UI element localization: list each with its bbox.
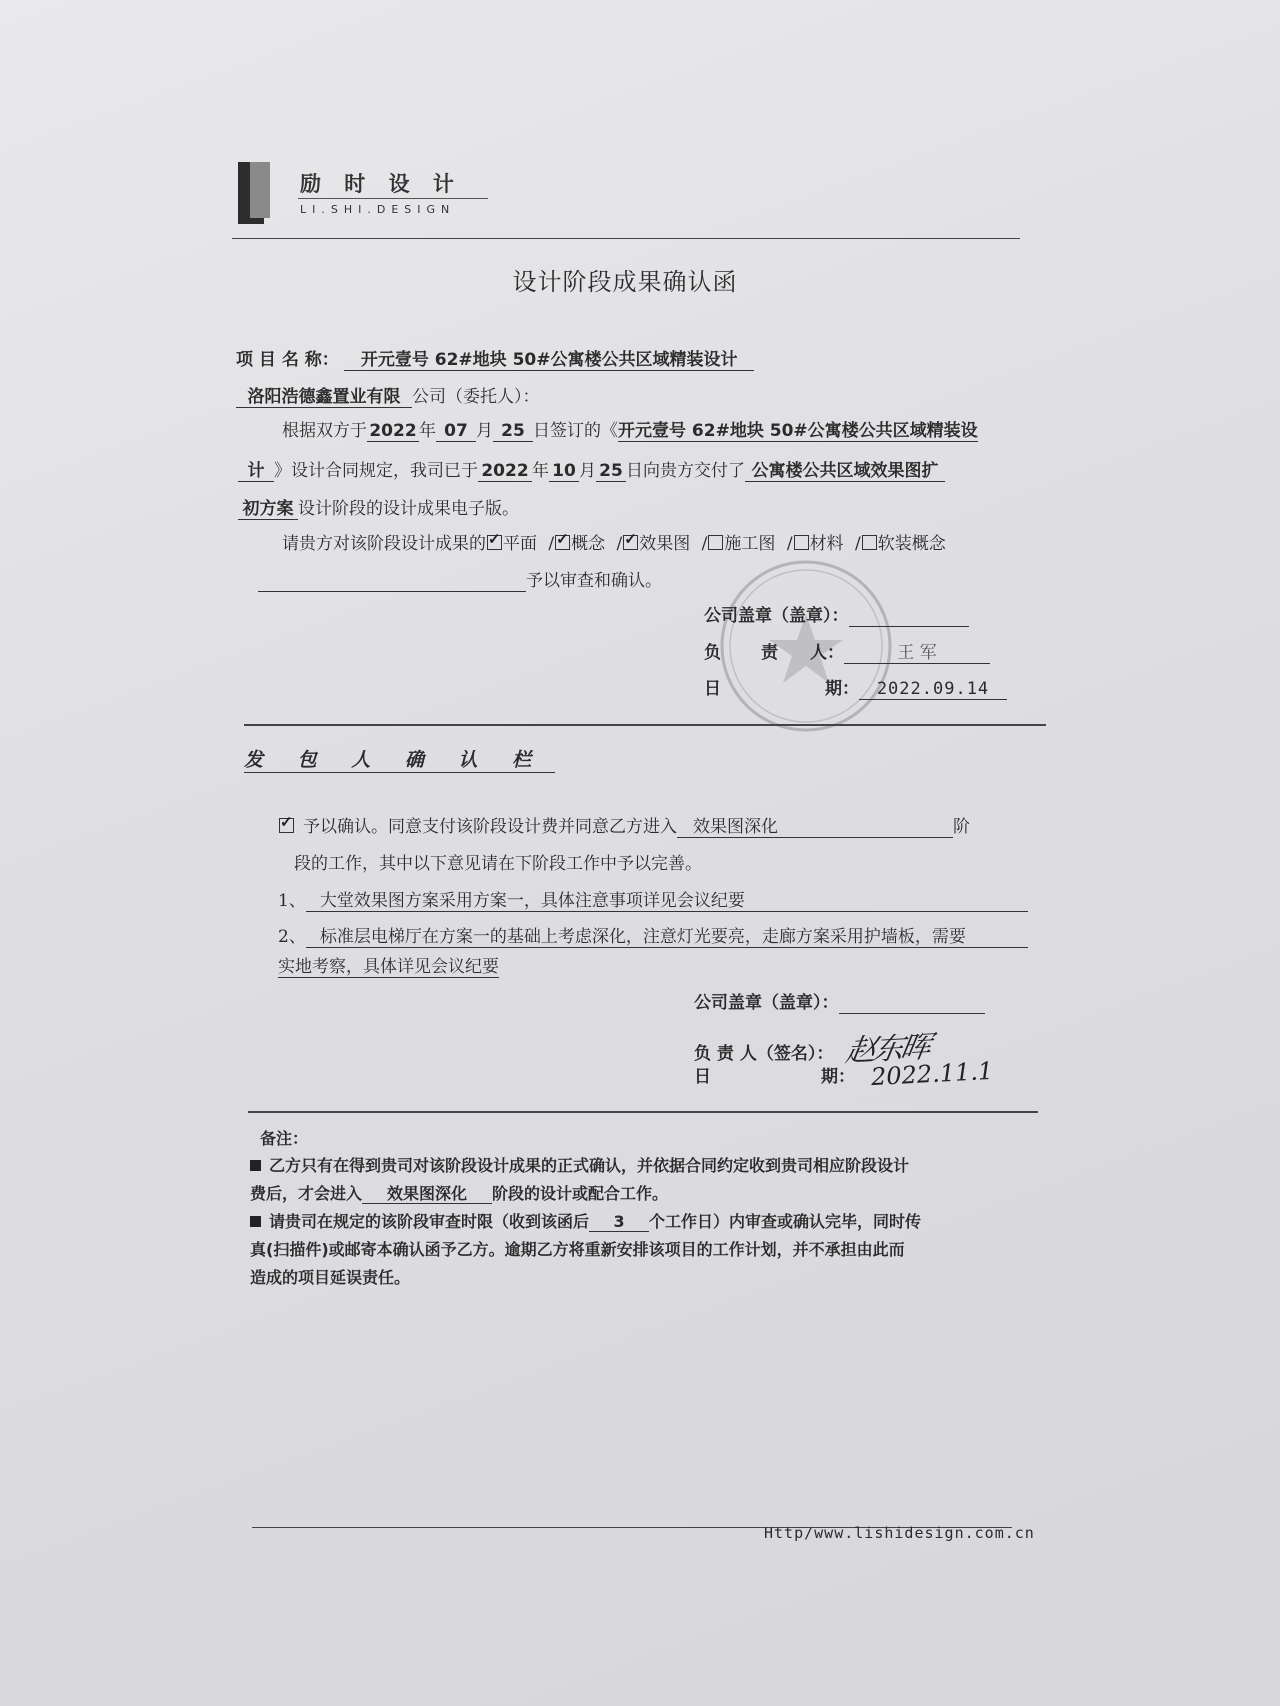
confirm-row (278, 812, 970, 838)
client-seal-row (694, 988, 985, 1014)
project-name: 开元壹号 62#地块 50#公寓楼公共区域精装设计 (344, 351, 754, 371)
review-option-checkbox[interactable] (862, 535, 877, 550)
text: 请贵方对该阶段设计成果的 (282, 534, 486, 554)
designer-date: 2022.09.14 (859, 680, 1007, 700)
option-separator: / (543, 534, 555, 554)
client-date-row (694, 1056, 994, 1092)
text: 》设计合同规定，我司已于 (274, 461, 478, 481)
review-row-2 (258, 566, 662, 592)
text: 阶 (953, 817, 970, 837)
client-section-heading: 发 包 人 确 认 栏 (244, 745, 555, 773)
client-signature: 赵东晖 (843, 1029, 931, 1070)
text: 阶段的设计或配合工作。 (492, 1184, 669, 1203)
text: 日 (694, 1067, 711, 1087)
logo-mark-foot (238, 218, 264, 224)
opinion-2-text: 标准层电梯厅在方案一的基础上考虑深化，注意灯光要亮，走廊方案采用护墙板，需要 (306, 928, 1028, 948)
review-option[interactable] (486, 534, 537, 554)
review-option[interactable] (793, 534, 844, 554)
text: 设计阶段的设计成果电子版。 (298, 499, 519, 519)
text: 负 (704, 643, 721, 663)
text: 2、 (278, 927, 306, 947)
client-row (236, 382, 540, 408)
review-option[interactable] (622, 534, 690, 554)
body-line-3 (238, 494, 519, 520)
client-date: 2022.11.1 (870, 1056, 994, 1092)
client-suffix: 公司（委托人）： (412, 387, 540, 407)
logo-mark (238, 162, 250, 224)
sign-month: 07 (436, 422, 476, 442)
text: 月 (476, 421, 493, 441)
text: 予以审查和确认。 (526, 571, 662, 591)
project-label: 项 目 名 称： (236, 350, 339, 370)
review-option-label: 软装概念 (877, 534, 946, 554)
contract-name-2: 计 (238, 462, 274, 482)
note-stage: 效果图深化 (362, 1185, 492, 1204)
option-separator: / (849, 534, 861, 554)
review-option[interactable] (554, 534, 605, 554)
text: 费后，才会进入 (250, 1184, 363, 1203)
text: 造成的项目延误责任。 (250, 1268, 411, 1287)
bullet-square (250, 1160, 261, 1171)
review-option-checkbox[interactable] (487, 535, 502, 550)
review-option-checkbox[interactable] (794, 535, 809, 550)
sign-day: 25 (493, 422, 533, 442)
text: 年 (532, 461, 549, 481)
designer-seal-blank (849, 607, 969, 627)
review-option[interactable] (861, 534, 946, 554)
review-option-label: 材料 (809, 534, 844, 554)
text: 日向贵方交付了 (626, 461, 745, 481)
opinion-2-cont (278, 957, 499, 978)
client-seal-blank (839, 994, 985, 1014)
notes-title: 备注： (260, 1129, 309, 1148)
footer-url[interactable]: Http/www.lishidesign.com.cn (764, 1524, 1035, 1542)
section-rule (244, 724, 1046, 726)
text: 个工作日）内审查或确认完毕，同时传 (649, 1212, 922, 1231)
note-days: 3 (589, 1213, 649, 1232)
opinion-1-text: 大堂效果图方案采用方案一，具体注意事项详见会议纪要 (306, 892, 1028, 912)
designer-seal-label: 公司盖章（盖章）： (704, 606, 849, 626)
client-seal-label: 公司盖章（盖章）： (694, 993, 839, 1013)
text: 根据双方于 (282, 421, 367, 441)
text: 请贵司在规定的该阶段审查时限（收到该函后 (269, 1212, 590, 1231)
header-rule (232, 238, 1020, 239)
review-option-checkbox[interactable] (708, 535, 723, 550)
next-stage: 效果图深化 (677, 818, 953, 838)
page-title: 设计阶段成果确认函 (512, 268, 738, 296)
logo-divider (298, 198, 488, 199)
review-option-label: 平面 (503, 534, 537, 554)
deliver-month: 10 (549, 462, 579, 482)
opinion-1 (278, 886, 1028, 912)
deliverable-1: 公寓楼公共区域效果图扩 (745, 462, 945, 482)
text: 1、 (278, 891, 306, 911)
text: 段的工作，其中以下意见请在下阶段工作中予以完善。 (294, 854, 702, 874)
review-option-checkbox[interactable] (623, 535, 638, 550)
review-options (486, 534, 952, 554)
opinion-2-text-2: 实地考察，具体详见会议纪要 (278, 957, 499, 977)
review-row (282, 529, 952, 554)
body-line-1 (282, 416, 978, 442)
review-blank (258, 572, 526, 592)
text: 予以确认。同意支付该阶段设计费并同意乙方进入 (303, 817, 677, 837)
designer-person-row (704, 638, 990, 664)
review-option-checkbox[interactable] (555, 535, 570, 550)
contract-name-1: 开元壹号 62#地块 50#公寓楼公共区域精装设 (618, 421, 978, 441)
review-option[interactable] (707, 534, 775, 554)
text: 真(扫描件)或邮寄本确认函予乙方。逾期乙方将重新安排该项目的工作计划，并不承担由此而 (250, 1240, 905, 1259)
review-option-label: 效果图 (639, 534, 691, 554)
deliverable-2: 初方案 (238, 500, 298, 520)
text: 人： (810, 643, 844, 663)
notes-rule (248, 1111, 1038, 1113)
logo (238, 158, 498, 228)
client-name: 洛阳浩德鑫置业有限 (236, 388, 412, 408)
text: 期： (825, 679, 859, 699)
note-1 (250, 1152, 921, 1292)
project-row (236, 345, 754, 371)
confirm-row-2 (294, 849, 702, 874)
sign-year: 2022 (367, 422, 419, 442)
review-option-label: 施工图 (724, 534, 776, 554)
opinion-2 (278, 922, 1028, 948)
text: 责 (761, 643, 778, 663)
option-separator: / (611, 534, 623, 554)
text: 日签订的《 (533, 421, 618, 441)
text: 期： (821, 1067, 855, 1087)
review-option-label: 概念 (571, 534, 606, 554)
confirm-checkbox[interactable] (279, 818, 294, 833)
text: 日 (704, 679, 721, 699)
text: 月 (579, 461, 596, 481)
option-separator: / (781, 534, 793, 554)
body-line-2 (238, 456, 945, 482)
designer-seal-row (704, 601, 969, 627)
logo-en: LI.SHI.DESIGN (300, 203, 456, 216)
logo-cn: 励 时 设 计 (300, 172, 462, 196)
designer-date-row (704, 674, 1007, 700)
client-person-label: 负 责 人（签名）： (694, 1044, 834, 1064)
designer-person-name: 王 军 (844, 644, 990, 664)
text: 年 (419, 421, 436, 441)
bullet-square (250, 1216, 261, 1227)
text: 乙方只有在得到贵司对该阶段设计成果的正式确认，并依据合同约定收到贵司相应阶段设计 (269, 1156, 910, 1175)
deliver-year: 2022 (478, 462, 532, 482)
option-separator: / (696, 534, 708, 554)
logo-mark-block (250, 162, 270, 218)
deliver-day: 25 (596, 462, 626, 482)
